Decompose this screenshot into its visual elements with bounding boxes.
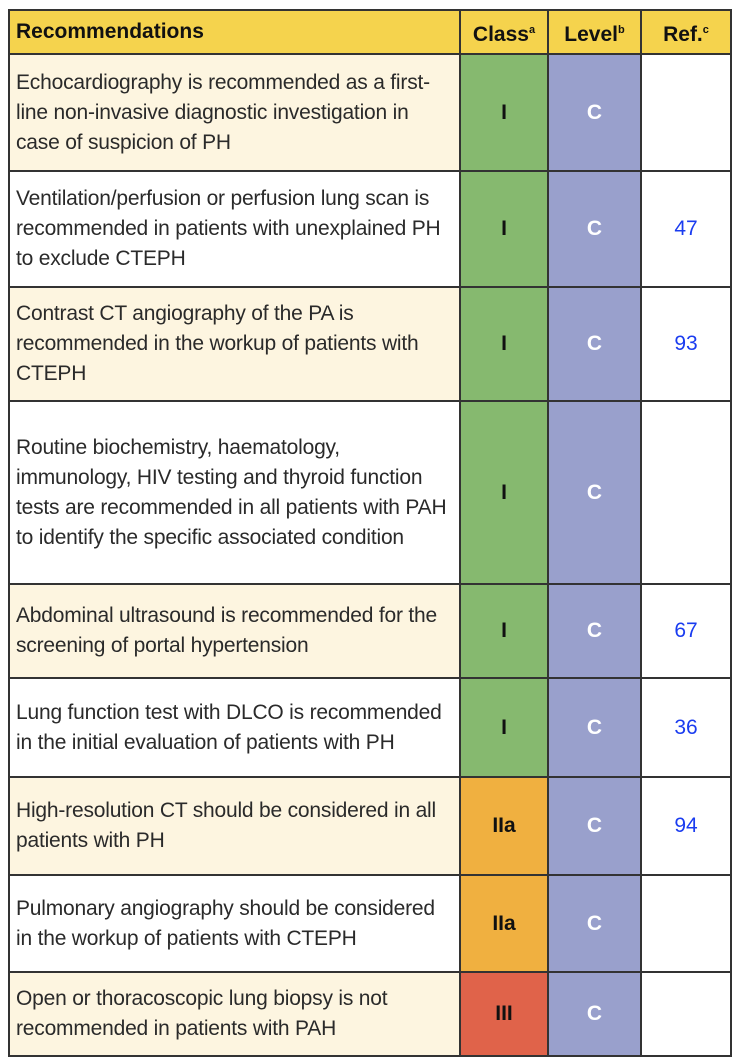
table-row (9, 777, 731, 875)
recommendations-table (8, 9, 732, 1057)
header-ref (641, 10, 731, 54)
level-cell: C (548, 972, 641, 1056)
header-level-label: Level (564, 22, 618, 46)
class-cell: III (460, 972, 548, 1056)
level-cell: C (548, 54, 641, 171)
table-row (9, 171, 731, 287)
header-recommendations: Recommendations (9, 10, 460, 54)
reference-link[interactable]: 67 (641, 584, 731, 678)
header-level (548, 10, 641, 54)
table-row (9, 401, 731, 584)
level-cell: C (548, 401, 641, 584)
reference-link[interactable]: 93 (641, 287, 731, 401)
table-row (9, 678, 731, 777)
level-cell: C (548, 584, 641, 678)
recommendation-text: Contrast CT angiography of the PA is recommended in the workup of patients with CTEPH (9, 287, 460, 401)
recommendation-text: Routine biochemistry, haematology, immunology, HIV testing and thyroid function tests are recommended in all patients with PAH to identify the specific associated condition (9, 401, 460, 584)
recommendation-text: Pulmonary angiography should be considered in the workup of patients with CTEPH (9, 875, 460, 972)
table-row (9, 972, 731, 1056)
reference-link (641, 54, 731, 171)
class-cell: I (460, 584, 548, 678)
level-cell: C (548, 678, 641, 777)
header-ref-label: Ref. (663, 22, 703, 46)
header-class (460, 10, 548, 54)
class-cell: I (460, 54, 548, 171)
class-cell: I (460, 401, 548, 584)
level-cell: C (548, 287, 641, 401)
reference-link (641, 401, 731, 584)
reference-link (641, 972, 731, 1056)
class-cell: IIa (460, 875, 548, 972)
reference-link[interactable]: 47 (641, 171, 731, 287)
level-cell: C (548, 171, 641, 287)
table-row (9, 54, 731, 171)
level-cell: C (548, 777, 641, 875)
header-row (9, 10, 731, 54)
reference-link[interactable]: 36 (641, 678, 731, 777)
reference-link[interactable]: 94 (641, 777, 731, 875)
table-row (9, 584, 731, 678)
footnote-c: c (702, 23, 709, 36)
class-cell: I (460, 287, 548, 401)
class-cell: I (460, 171, 548, 287)
class-cell: I (460, 678, 548, 777)
table-row (9, 875, 731, 972)
recommendation-text: Open or thoracoscopic lung biopsy is not recommended in patients with PAH (9, 972, 460, 1056)
recommendation-text: Lung function test with DLCO is recommended in the initial evaluation of patients with PH (9, 678, 460, 777)
reference-link (641, 875, 731, 972)
recommendation-text: Ventilation/perfusion or perfusion lung scan is recommended in patients with unexplained PH to exclude CTEPH (9, 171, 460, 287)
table-row (9, 287, 731, 401)
header-class-label: Class (472, 22, 529, 46)
recommendation-text: Echocardiography is recommended as a first-line non-invasive diagnostic investigation in case of suspicion of PH (9, 54, 460, 171)
recommendation-text: High-resolution CT should be considered in all patients with PH (9, 777, 460, 875)
footnote-b: b (617, 23, 625, 36)
level-cell: C (548, 875, 641, 972)
recommendation-text: Abdominal ultrasound is recommended for the screening of portal hypertension (9, 584, 460, 678)
footnote-a: a (528, 23, 536, 36)
class-cell: IIa (460, 777, 548, 875)
